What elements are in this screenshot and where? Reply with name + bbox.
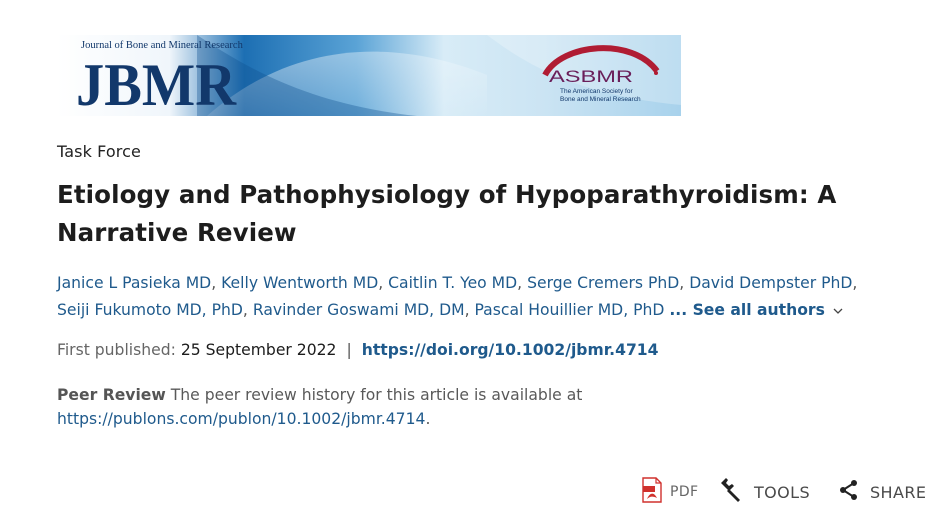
author-link[interactable]: Pascal Houillier MD, PhD — [474, 301, 665, 319]
see-all-authors-label: ... See all authors — [669, 301, 825, 319]
author-list — [57, 270, 897, 324]
journal-banner-image — [57, 35, 681, 116]
journal-abbreviation: JBMR — [76, 52, 237, 118]
peer-review-text: The peer review history for this article is available at — [170, 386, 583, 404]
asbmr-name-line2: Bone and Mineral Research — [560, 96, 641, 103]
asbmr-abbreviation: ASBMR — [549, 67, 633, 86]
article-title-line1: Etiology and Pathophysiology of Hypoparathyroidism: A — [57, 180, 837, 209]
tools-button[interactable] — [718, 478, 810, 506]
author-link[interactable]: Caitlin T. Yeo MD — [388, 274, 518, 292]
article-title — [57, 176, 877, 252]
author-separator: , — [517, 274, 528, 292]
first-published-label: First published: — [57, 341, 176, 359]
author-separator: , — [852, 274, 858, 292]
pdf-button[interactable] — [642, 478, 698, 506]
wrench-icon — [718, 477, 744, 507]
publication-info — [57, 341, 659, 359]
author-link[interactable]: David Dempster PhD — [689, 274, 853, 292]
journal-full-name: Journal of Bone and Mineral Research — [81, 40, 243, 51]
asbmr-name-line1: The American Society for — [560, 88, 633, 95]
author-separator: , — [464, 301, 475, 319]
pdf-file-icon — [642, 477, 662, 507]
author-separator: , — [378, 274, 389, 292]
author-link[interactable]: Janice L Pasieka MD — [57, 274, 212, 292]
author-line-1 — [57, 270, 897, 297]
peer-review-label: Peer Review — [57, 386, 166, 404]
author-link[interactable]: Kelly Wentworth MD — [221, 274, 379, 292]
article-category: Task Force — [57, 142, 141, 161]
article-toolbar — [640, 478, 926, 506]
author-separator: , — [242, 301, 253, 319]
author-link[interactable]: Seiji Fukumoto MD, PhD — [57, 301, 243, 319]
author-link[interactable]: Ravinder Goswami MD, DM — [252, 301, 465, 319]
share-label: SHARE — [870, 482, 926, 502]
author-separator: , — [679, 274, 690, 292]
share-button[interactable] — [838, 478, 926, 506]
publication-separator: | — [346, 341, 352, 359]
author-separator: , — [211, 274, 222, 292]
see-all-authors-button[interactable] — [669, 301, 843, 319]
peer-review-note — [57, 383, 677, 431]
author-link[interactable]: Serge Cremers PhD — [527, 274, 680, 292]
tools-label: TOOLS — [754, 482, 811, 502]
article-title-line2: Narrative Review — [57, 218, 297, 247]
peer-review-end: . — [425, 410, 431, 428]
first-published-date: 25 September 2022 — [180, 341, 337, 359]
author-line-2 — [57, 297, 897, 324]
pdf-label: PDF — [670, 484, 699, 500]
doi-link[interactable]: https://doi.org/10.1002/jbmr.4714 — [361, 341, 659, 359]
share-icon — [838, 479, 860, 505]
chevron-down-icon — [833, 297, 843, 324]
peer-review-link[interactable]: https://publons.com/publon/10.1002/jbmr.4714 — [57, 410, 426, 428]
asbmr-dot — [654, 71, 658, 75]
journal-banner[interactable] — [57, 35, 681, 116]
